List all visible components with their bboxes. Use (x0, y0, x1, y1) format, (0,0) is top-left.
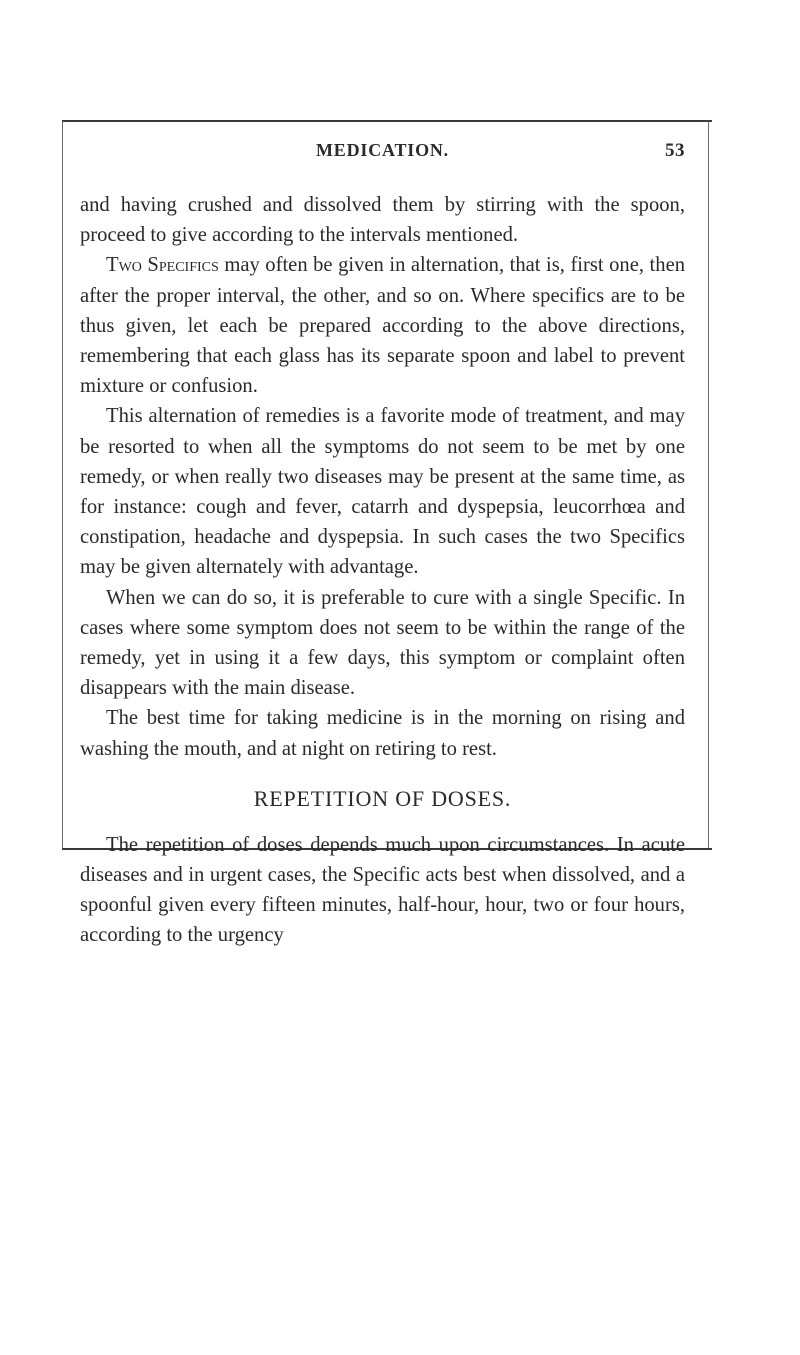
body-text (80, 190, 685, 951)
paragraph-alternation: This alternation of remedies is a favorite mode of treatment, and may be resorted to when all the symptoms do not seem to be met by one remedy, or when really two diseases may be present at the same time, as for instance: cough and fever, catarrh and dyspepsia, leucorrhœa and constipation, headache and dyspepsia. In such cases the two Specifics may be given alternately with advantage. (80, 405, 685, 579)
paragraph-continued: and having crushed and dissolved them by stirring with the spoon, proceed to give according to the intervals mentioned. (80, 194, 685, 247)
chapter-title: MEDICATION. (316, 140, 449, 160)
top-border-rule (62, 120, 712, 122)
page-number: 53 (665, 140, 685, 161)
section-heading: REPETITION OF DOSES. (253, 785, 512, 811)
paragraph-two-specifics (80, 250, 685, 401)
book-page (80, 140, 685, 951)
left-border-rule (62, 121, 63, 849)
paragraph-repetition: The repetition of doses depends much upon circumstances. In acute diseases and in urgent cases, the Specific acts best when dissolved, and a spoonful given every fifteen minutes, half-hour, hour, two or four hours, according to the urgency (80, 833, 685, 947)
paragraph-single-specific: When we can do so, it is preferable to cure with a single Specific. In cases where some symptom does not seem to be within the range of the remedy, yet in using it a few days, this symptom or complaint often disappears with the main disease. (80, 586, 685, 700)
right-border-rule (708, 121, 709, 849)
paragraph-text: may often be given in alternation, that is, first one, then after the proper interval, the other, and so on. Where specifics are to be thus given, let each be prepared according to the above directions, remembering that each glass has its separate spoon and label to prevent mixture or confusion. (80, 254, 685, 398)
running-head (80, 140, 685, 190)
run-in-heading: Two Specifics (106, 254, 219, 277)
paragraph-best-time: The best time for taking medicine is in the morning on rising and washing the mouth, and at night on retiring to rest. (80, 707, 685, 760)
